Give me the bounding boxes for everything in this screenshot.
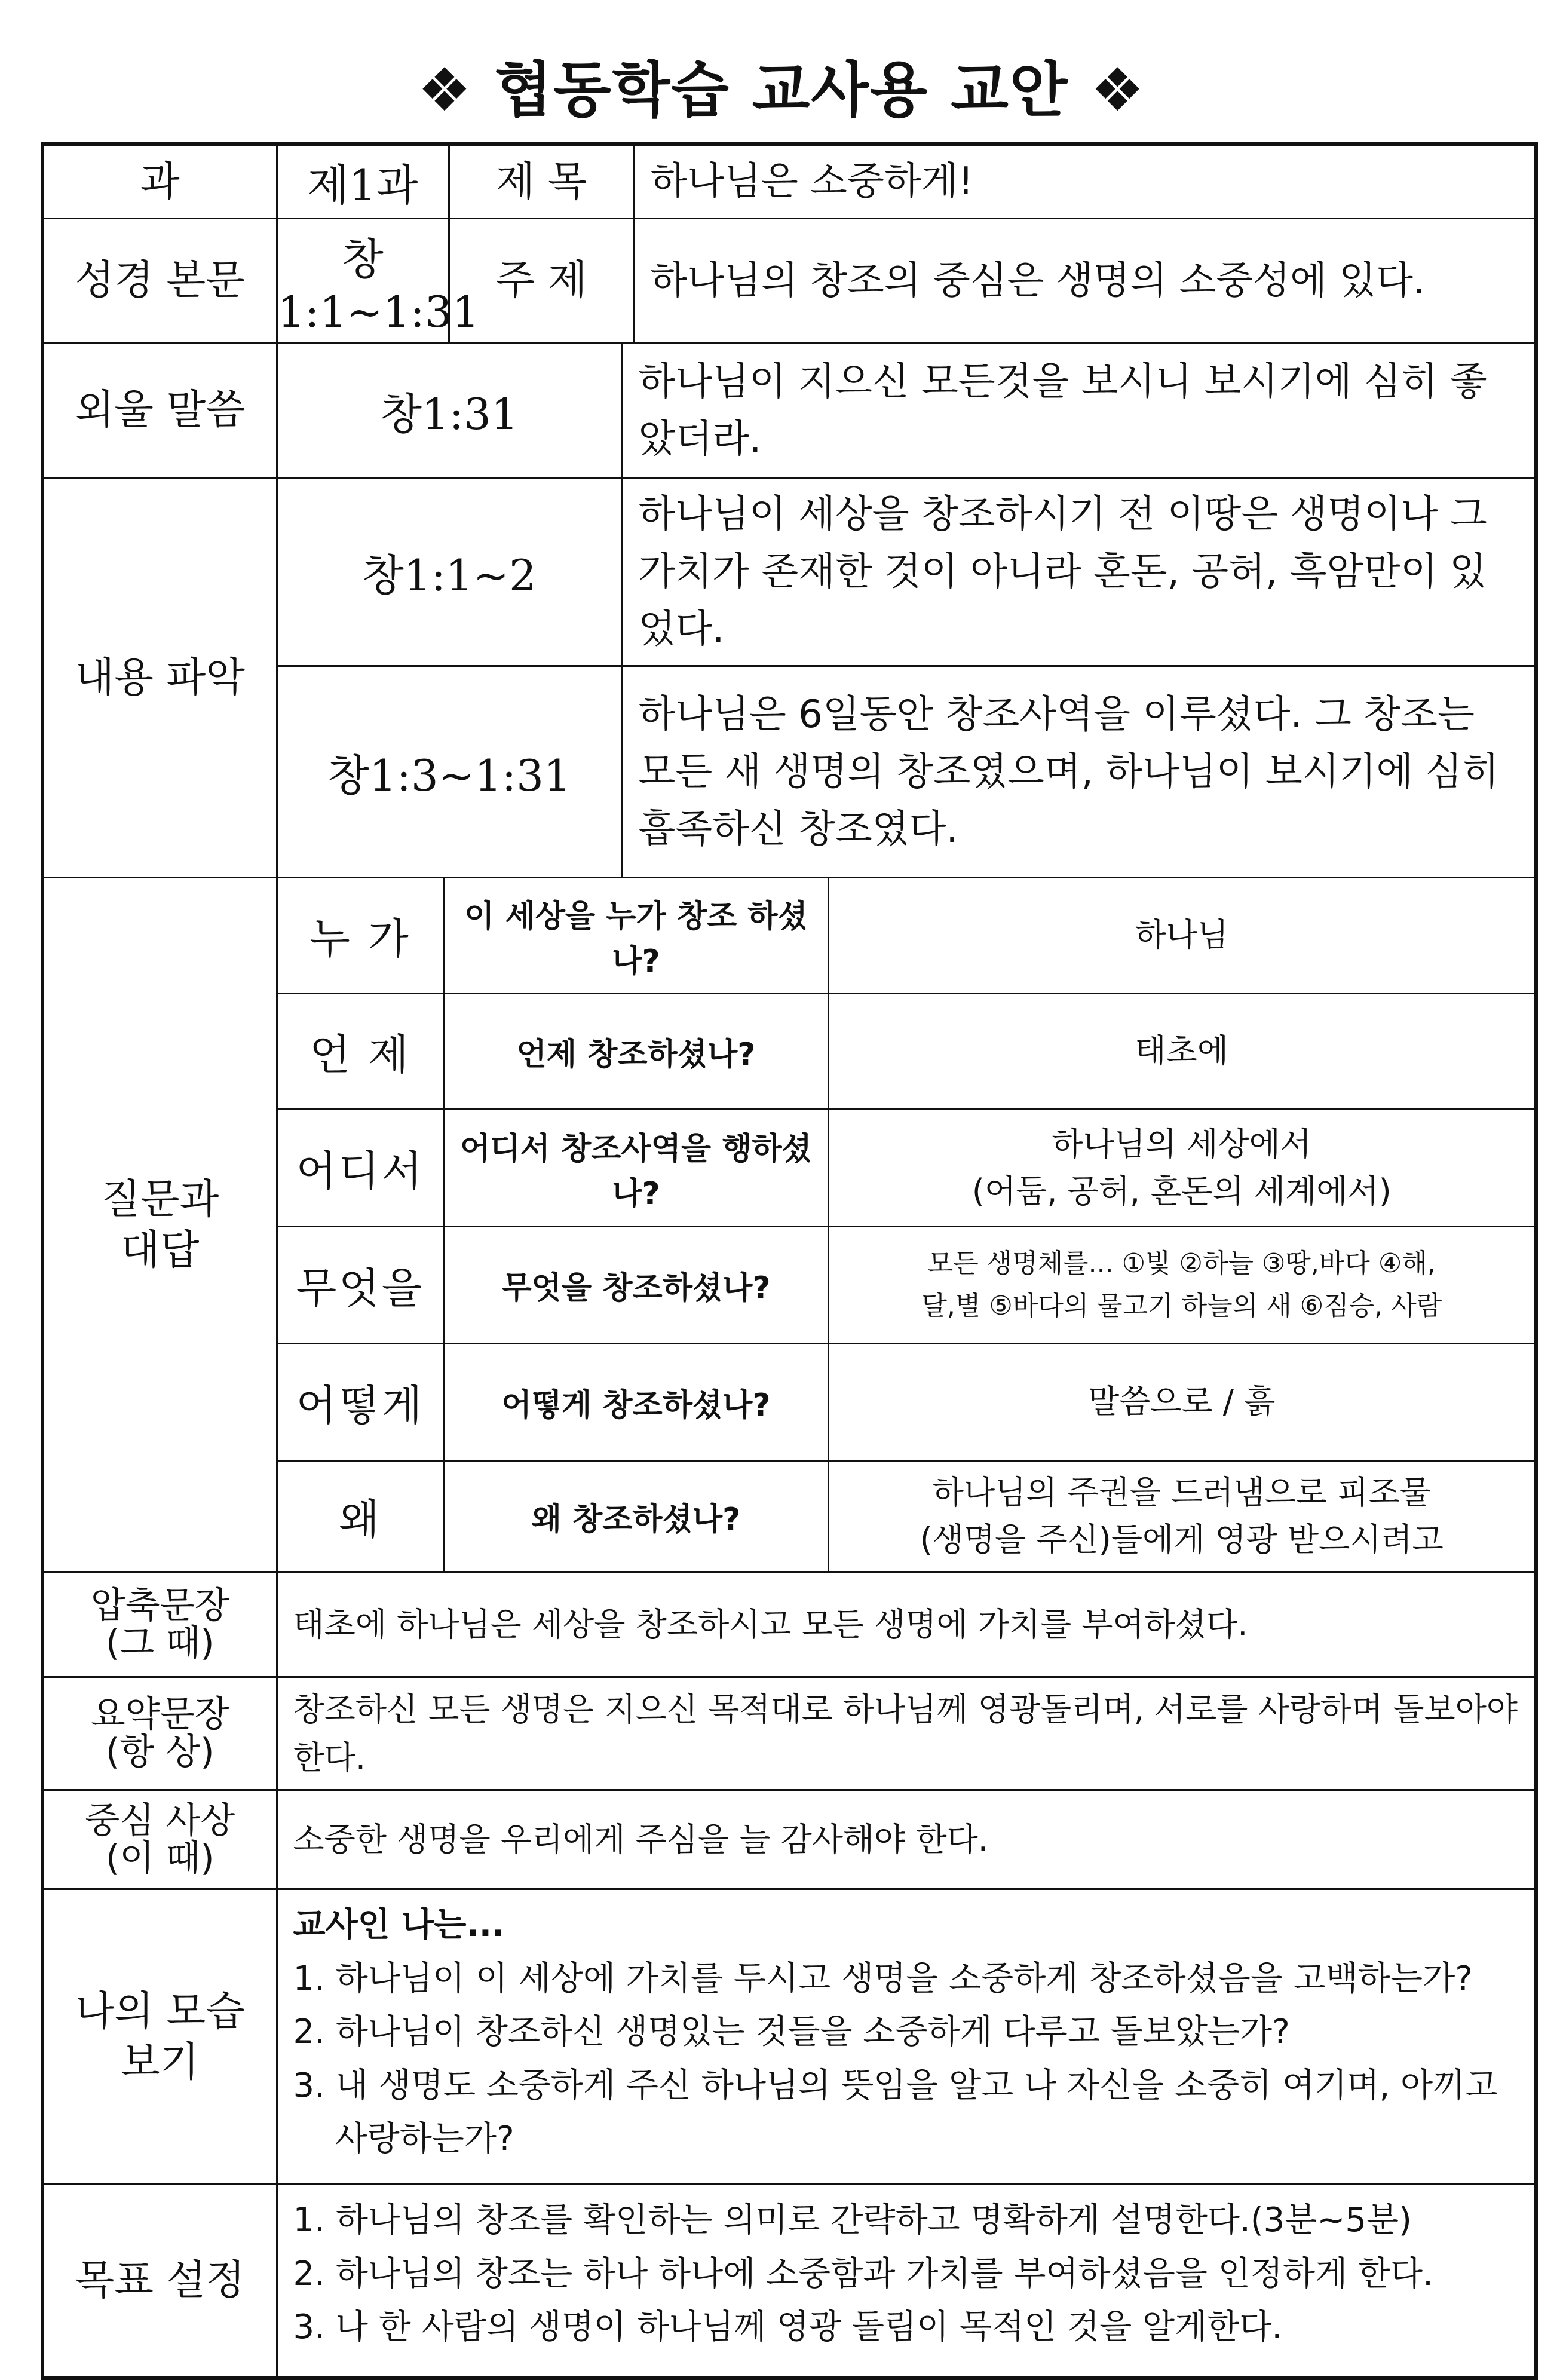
content-text-2: 하나님은 6일동안 창조사역을 이루셨다. 그 창조는 모든 새 생명의 창조였으며, 하나님이 보시기에 심히 흡족하신 창조였다.	[622, 666, 1536, 878]
qa-answer-line: 태초에	[1135, 1032, 1229, 1070]
qa-who: 어디서	[277, 1110, 444, 1227]
compressed-row	[42, 1572, 1536, 1677]
content-label: 내용 파악	[42, 478, 277, 878]
lesson-row	[42, 144, 1536, 219]
qa-answer	[828, 878, 1536, 994]
qa-answer-line: 말씀으로 / 흙	[1088, 1383, 1276, 1421]
compressed-label-line2: (그 때)	[105, 1622, 214, 1664]
text-row	[42, 219, 1536, 343]
qa-answer	[828, 1227, 1536, 1344]
lesson-number: 제1과	[277, 144, 449, 219]
theme-label: 주 제	[449, 219, 634, 343]
scripture-ref: 창1:1~1:31	[277, 219, 449, 343]
page-title: ❖ 협동학습 교사용 교안 ❖	[418, 55, 1145, 125]
qa-answer	[828, 1344, 1536, 1461]
summary-text: 창조하신 모든 생명은 지으신 목적대로 하나님께 영광돌리며, 서로를 사랑하며 돌보아야 한다.	[277, 1677, 1536, 1790]
qa-question: 언제 창조하셨나?	[444, 994, 828, 1110]
qa-answer-line: 달,별 ⑤바다의 물고기 하늘의 새 ⑥짐승, 사람	[921, 1290, 1442, 1321]
goals-label: 목표 설정	[42, 2185, 277, 2378]
qa-question: 이 세상을 누가 창조 하셨나?	[444, 878, 828, 994]
central-label-line2: (이 때)	[105, 1837, 214, 1879]
qa-question: 왜 창조하셨나?	[444, 1461, 828, 1572]
scripture-label: 성경 본문	[42, 219, 277, 343]
central-row	[42, 1790, 1536, 1889]
content-text-1: 하나님이 세상을 창조하시기 전 이땅은 생명이나 그 가치가 존재한 것이 아니라 혼돈, 공허, 흑암만이 있었다.	[622, 478, 1536, 666]
lesson-label: 과	[42, 144, 277, 219]
memory-verse: 하나님이 지으신 모든것을 보시니 보시기에 심히 좋았더라.	[622, 343, 1536, 478]
qa-label-line1: 질문과	[101, 1175, 219, 1223]
summary-label-line2: (항 상)	[105, 1731, 214, 1773]
qa-answer	[828, 994, 1536, 1110]
content-row	[42, 478, 1536, 666]
lesson-plan-table	[41, 142, 1538, 2380]
reflect-label	[42, 1889, 277, 2185]
qa-who: 누 가	[277, 878, 444, 994]
reflect-item: 1. 하나님이 이 세상에 가치를 두시고 생명을 소중하게 창조하셨음을 고백하는가?	[293, 1959, 1473, 1998]
qa-answer-line: (생명을 주신)들에게 영광 받으시려고	[920, 1520, 1444, 1558]
reflect-list	[277, 1889, 1536, 2185]
reflect-item: 3. 내 생명도 소중하게 주신 하나님의 뜻임을 알고 나 자신을 소중히 여기며, 아끼고 사랑하는가?	[293, 2066, 1498, 2159]
qa-who: 왜	[277, 1461, 444, 1572]
summary-label-line1: 요약문장	[90, 1693, 229, 1735]
memory-ref: 창1:31	[277, 343, 622, 478]
reflect-label-line2: 보기	[121, 2038, 200, 2086]
content-ref-2: 창1:3~1:31	[277, 666, 622, 878]
theme-text: 하나님의 창조의 중심은 생명의 소중성에 있다.	[634, 219, 1536, 343]
qa-question: 무엇을 창조하셨나?	[444, 1227, 828, 1344]
qa-answer-line: (어둠, 공허, 혼돈의 세계에서)	[971, 1172, 1392, 1210]
qa-question: 어떻게 창조하셨나?	[444, 1344, 828, 1461]
compressed-label-line1: 압축문장	[90, 1584, 229, 1627]
qa-who: 어떻게	[277, 1344, 444, 1461]
memory-label: 외울 말씀	[42, 343, 277, 478]
memory-row	[42, 343, 1536, 478]
central-label-line1: 중심 사상	[85, 1799, 235, 1842]
goals-list	[277, 2185, 1536, 2378]
reflect-item: 2. 하나님이 창조하신 생명있는 것들을 소중하게 다루고 돌보았는가?	[293, 2013, 1290, 2052]
goal-item: 3. 나 한 사람의 생명이 하나님께 영광 돌림이 목적인 것을 알게한다.	[293, 2308, 1283, 2347]
qa-question: 어디서 창조사역을 행하셨나?	[444, 1110, 828, 1227]
compressed-label	[42, 1572, 277, 1677]
qa-label-line2: 대답	[121, 1226, 200, 1274]
qa-answer-line: 하나님	[1135, 916, 1229, 954]
qa-answer-line: 모든 생명체를... ①빛 ②하늘 ③땅,바다 ④해,	[927, 1248, 1436, 1279]
central-text: 소중한 생명을 우리에게 주심을 늘 감사해야 한다.	[277, 1790, 1536, 1889]
qa-answer	[828, 1461, 1536, 1572]
reflect-lead: 교사인 나는...	[293, 1906, 505, 1944]
reflect-label-line1: 나의 모습	[75, 1987, 245, 2035]
goal-item: 2. 하나님의 창조는 하나 하나에 소중함과 가치를 부여하셨음을 인정하게 한다.	[293, 2254, 1433, 2293]
qa-answer	[828, 1110, 1536, 1227]
title-label: 제 목	[449, 144, 634, 219]
lesson-title: 하나님은 소중하게!	[634, 144, 1536, 219]
qa-who: 무엇을	[277, 1227, 444, 1344]
goals-row	[42, 2185, 1536, 2378]
qa-who: 언 제	[277, 994, 444, 1110]
goal-item: 1. 하나님의 창조를 확인하는 의미로 간략하고 명확하게 설명한다.(3분~5분)	[293, 2201, 1412, 2240]
content-ref-1: 창1:1~2	[277, 478, 622, 666]
central-label	[42, 1790, 277, 1889]
summary-row	[42, 1677, 1536, 1790]
qa-row	[42, 878, 1536, 994]
qa-answer-line: 하나님의 세상에서	[1052, 1125, 1311, 1163]
qa-label	[42, 878, 277, 1572]
qa-answer-line: 하나님의 주권을 드러냄으로 피조물	[932, 1474, 1431, 1512]
compressed-text: 태초에 하나님은 세상을 창조하시고 모든 생명에 가치를 부여하셨다.	[277, 1572, 1536, 1677]
reflect-row	[42, 1889, 1536, 2185]
summary-label	[42, 1677, 277, 1790]
